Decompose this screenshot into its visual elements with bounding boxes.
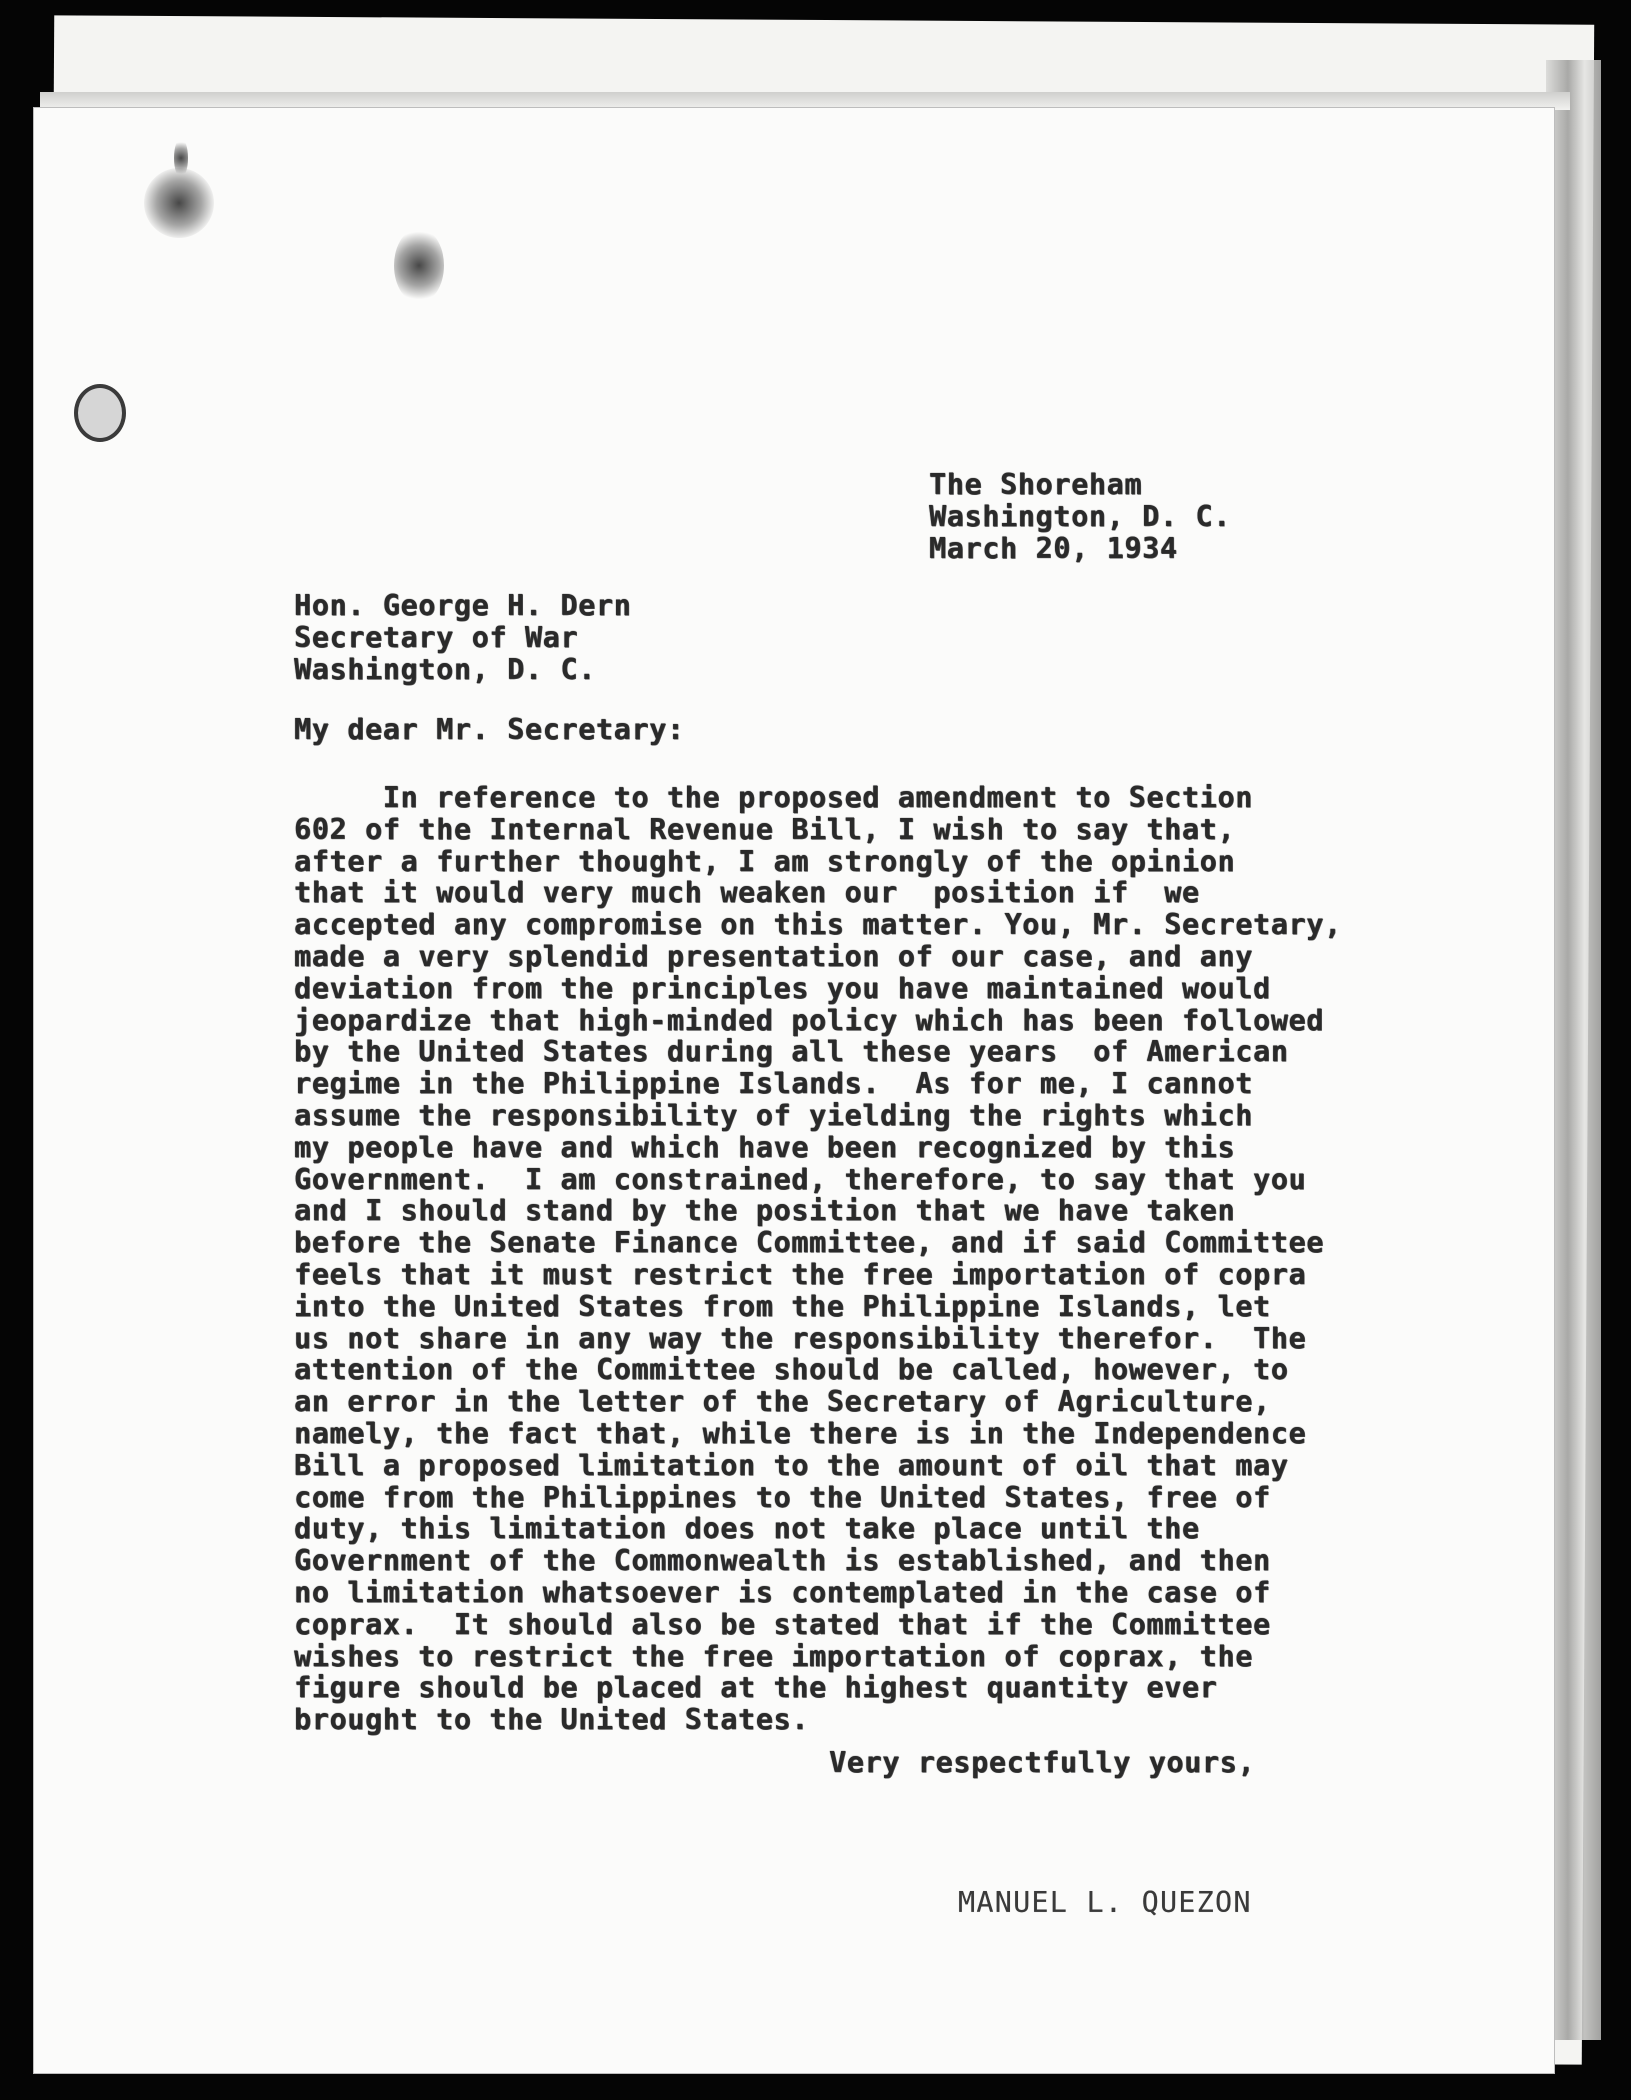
body-line: Government of the Commonwealth is established, and then	[294, 1544, 1271, 1578]
recipient-name: Hon. George H. Dern	[294, 589, 632, 622]
salutation: My dear Mr. Secretary:	[294, 713, 685, 746]
body-line: before the Senate Finance Committee, and if said Committee	[294, 1226, 1324, 1260]
body-line: jeopardize that high-minded policy which has been followed	[294, 1003, 1324, 1037]
body-line: no limitation whatsoever is contemplated in the case of	[294, 1575, 1271, 1609]
body-line: an error in the letter of the Secretary of Agriculture,	[294, 1385, 1271, 1419]
body-line: deviation from the principles you have maintained would	[294, 971, 1271, 1005]
body-line: In reference to the proposed amendment to Section	[294, 781, 1253, 814]
recipient-address	[294, 590, 631, 685]
body-line: after a further thought, I am strongly of the opinion	[294, 844, 1236, 878]
body-line: us not share in any way the responsibility therefor. The	[294, 1321, 1307, 1355]
body-line: namely, the fact that, while there is in the Independence	[294, 1416, 1307, 1450]
ink-smudge	[144, 168, 214, 238]
sender-address	[929, 469, 1231, 564]
recipient-city: Washington, D. C.	[294, 652, 596, 686]
body-line: Bill a proposed limitation to the amount of oil that may	[294, 1448, 1289, 1482]
body-line: figure should be placed at the highest quantity ever	[294, 1671, 1218, 1705]
body-line: coprax. It should also be stated that if the Committee	[294, 1607, 1271, 1641]
body-line: made a very splendid presentation of our case, and any	[294, 939, 1253, 973]
date-line: March 20, 1934	[929, 531, 1178, 565]
body-line: come from the Philippines to the United States, free of	[294, 1480, 1271, 1514]
ink-smudge	[174, 138, 188, 178]
letter-body	[294, 782, 1342, 1736]
signature-block: MANUEL L. QUEZON	[958, 1886, 1252, 1919]
body-line: regime in the Philippine Islands. As for me, I cannot	[294, 1067, 1253, 1101]
body-line: brought to the United States.	[294, 1703, 809, 1737]
ink-smudge	[394, 228, 444, 303]
body-line: into the United States from the Philippine Islands, let	[294, 1289, 1271, 1323]
body-line: and I should stand by the position that we have taken	[294, 1194, 1236, 1228]
recipient-title: Secretary of War	[294, 620, 579, 654]
body-line: my people have and which have been recognized by this	[294, 1130, 1236, 1164]
body-line: accepted any compromise on this matter. You, Mr. Secretary,	[294, 908, 1342, 942]
body-line: 602 of the Internal Revenue Bill, I wish to say that,	[294, 812, 1236, 846]
body-line: duty, this limitation does not take place until the	[294, 1512, 1200, 1546]
complimentary-close: Very respectfully yours,	[829, 1746, 1256, 1779]
address-line: The Shoreham	[929, 468, 1143, 501]
body-line: attention of the Committee should be called, however, to	[294, 1353, 1289, 1387]
body-line: wishes to restrict the free importation of coprax, the	[294, 1639, 1253, 1673]
stacked-pages-edge	[1546, 60, 1601, 2040]
body-line: Government. I am constrained, therefore, to say that you	[294, 1162, 1307, 1196]
address-line: Washington, D. C.	[929, 499, 1231, 533]
body-line: that it would very much weaken our position if we	[294, 876, 1200, 910]
body-line: assume the responsibility of yielding the rights which	[294, 1098, 1253, 1132]
body-line: feels that it must restrict the free importation of copra	[294, 1257, 1307, 1291]
body-line: by the United States during all these years of American	[294, 1035, 1289, 1069]
punch-hole	[74, 384, 126, 442]
